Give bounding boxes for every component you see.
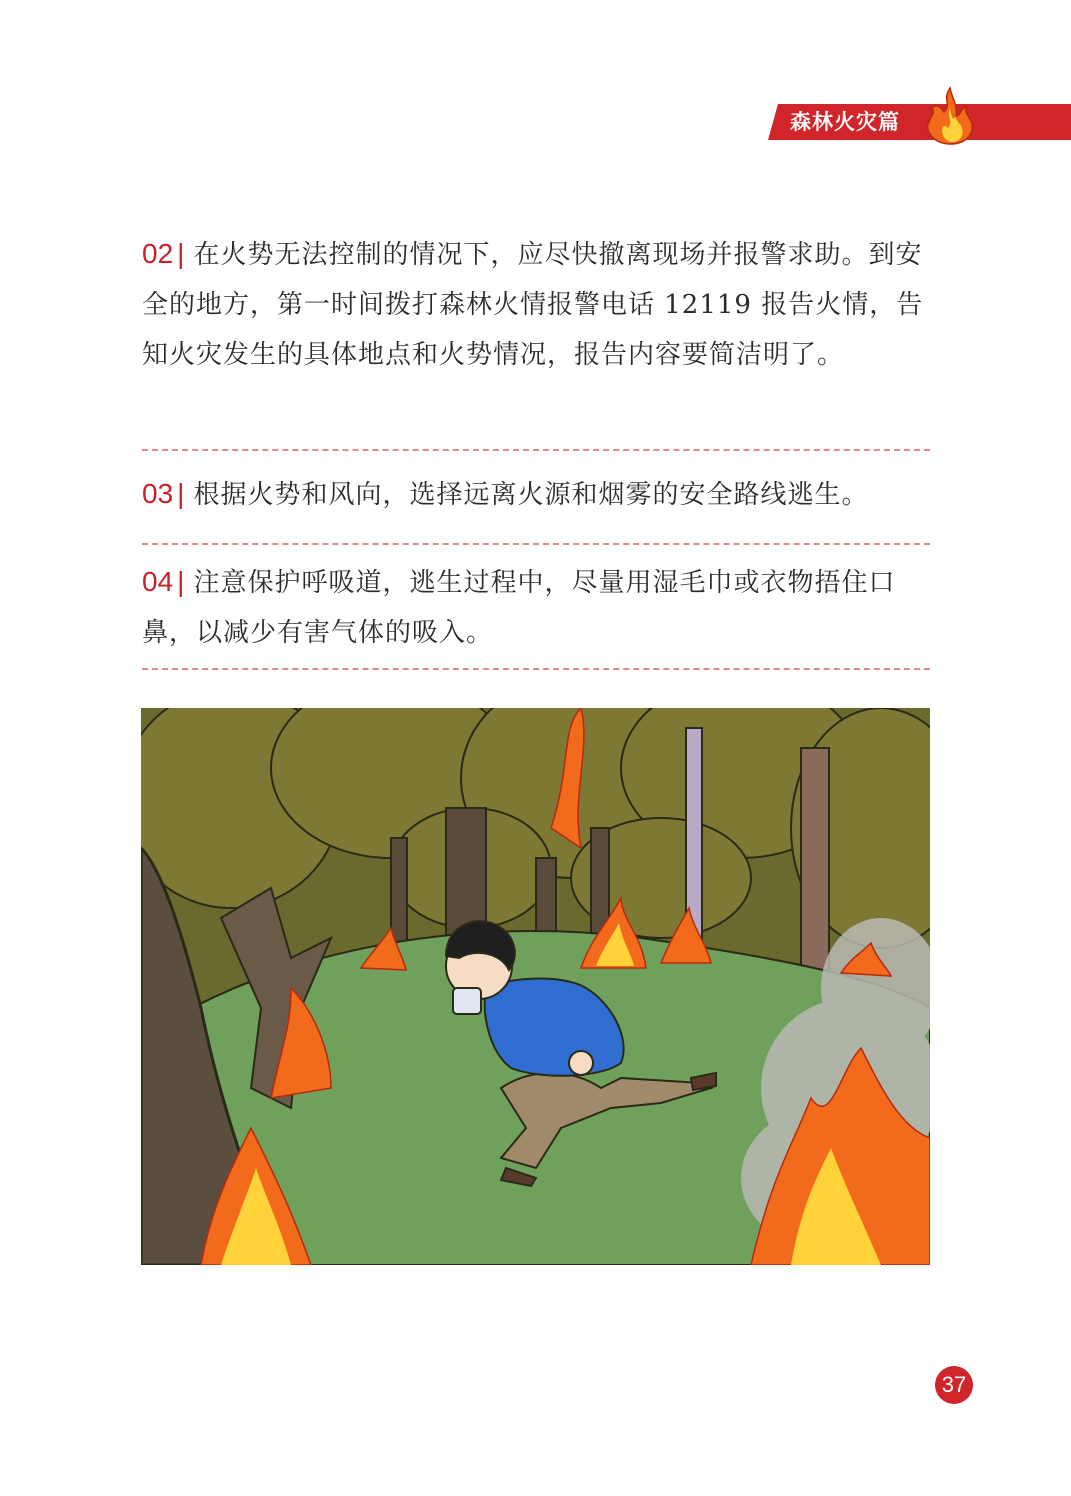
item-separator: | — [177, 238, 186, 269]
divider — [142, 668, 930, 670]
item-separator: | — [177, 478, 186, 509]
item-text: 注意保护呼吸道，逃生过程中，尽量用湿毛巾或衣物捂住口鼻，以减少有害气体的吸入。 — [142, 568, 896, 648]
flame-icon — [922, 86, 978, 146]
item-separator: | — [177, 566, 186, 597]
item-text: 在火势无法控制的情况下，应尽快撤离现场并报警求助。到安全的地方，第一时间拨打森林火情报警电话 12119 报告火情，告知火灾发生的具体地点和火势情况，报告内容要简洁明了。 — [142, 240, 924, 370]
item-02 — [142, 229, 932, 380]
section-title: 森林火灾篇 — [790, 110, 900, 134]
item-04 — [142, 557, 932, 658]
item-number: 02 — [142, 238, 174, 269]
item-03 — [142, 469, 932, 520]
item-number: 04 — [142, 566, 174, 597]
item-text: 根据火势和风向，选择远离火源和烟雾的安全路线逃生。 — [193, 480, 869, 510]
divider — [142, 449, 930, 451]
divider — [142, 543, 930, 545]
forest-fire-illustration — [141, 708, 930, 1265]
item-number: 03 — [142, 478, 174, 509]
page-number: 37 — [935, 1366, 973, 1404]
